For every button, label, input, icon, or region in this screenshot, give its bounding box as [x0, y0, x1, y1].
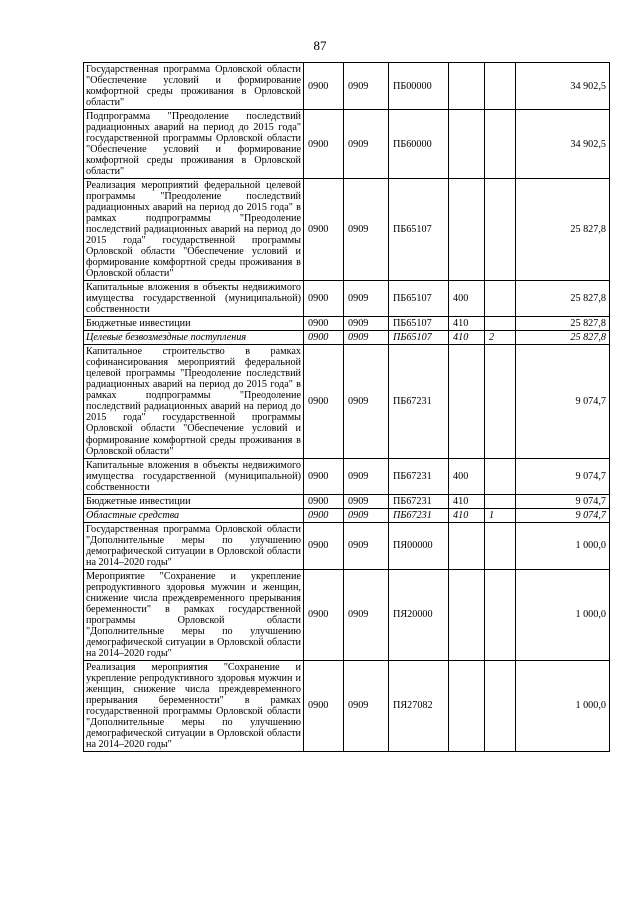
section-code-cell: 0900 — [304, 494, 344, 508]
funding-source-cell — [485, 569, 516, 660]
section-code-cell: 0900 — [304, 179, 344, 281]
row-name-cell: Капитальные вложения в объекты недвижимого имущества государственной (муниципальной) собственности — [84, 458, 304, 494]
table-row — [84, 63, 610, 110]
subsection-code-cell: 0909 — [344, 345, 389, 458]
target-article-cell: ПБ00000 — [389, 63, 449, 110]
amount-cell: 9 074,7 — [516, 345, 610, 458]
target-article-cell: ПЯ27082 — [389, 660, 449, 751]
table-row — [84, 317, 610, 331]
row-name-cell: Капитальное строительство в рамках софинансирования мероприятий федеральной целевой программы "Преодоление последствий радиационных аварий на период до 2015 года" в рамках подпрограммы "Преодоление последствий радиационных аварий на период до 2015 года" государственной программы Орловской области "Обеспечение условий и формирование комфортной среды проживания в Орловской области" — [84, 345, 304, 458]
expense-type-cell: 410 — [449, 331, 485, 345]
row-name-cell: Бюджетные инвестиции — [84, 317, 304, 331]
subsection-code-cell: 0909 — [344, 110, 389, 179]
table-row — [84, 110, 610, 179]
funding-source-cell — [485, 110, 516, 179]
target-article-cell: ПБ65107 — [389, 179, 449, 281]
section-code-cell: 0900 — [304, 331, 344, 345]
expense-type-cell: 400 — [449, 281, 485, 317]
target-article-cell: ПБ67231 — [389, 494, 449, 508]
table-row — [84, 281, 610, 317]
row-name-cell: Государственная программа Орловской области "Обеспечение условий и формирование комфортной среды проживания в Орловской области" — [84, 63, 304, 110]
table-row — [84, 345, 610, 458]
row-name-cell: Целевые безвозмездные поступления — [84, 331, 304, 345]
section-code-cell: 0900 — [304, 281, 344, 317]
subsection-code-cell: 0909 — [344, 281, 389, 317]
row-name-cell: Капитальные вложения в объекты недвижимого имущества государственной (муниципальной) собственности — [84, 281, 304, 317]
funding-source-cell: 2 — [485, 331, 516, 345]
section-code-cell: 0900 — [304, 110, 344, 179]
funding-source-cell — [485, 494, 516, 508]
funding-source-cell — [485, 522, 516, 569]
amount-cell: 25 827,8 — [516, 179, 610, 281]
amount-cell: 25 827,8 — [516, 317, 610, 331]
expense-type-cell — [449, 110, 485, 179]
target-article-cell: ПБ67231 — [389, 458, 449, 494]
amount-cell: 25 827,8 — [516, 331, 610, 345]
subsection-code-cell: 0909 — [344, 458, 389, 494]
amount-cell: 34 902,5 — [516, 63, 610, 110]
expense-type-cell — [449, 63, 485, 110]
target-article-cell: ПБ65107 — [389, 281, 449, 317]
budget-table-body — [84, 63, 610, 752]
section-code-cell: 0900 — [304, 569, 344, 660]
amount-cell: 9 074,7 — [516, 494, 610, 508]
section-code-cell: 0900 — [304, 660, 344, 751]
expense-type-cell: 410 — [449, 317, 485, 331]
page-number: 87 — [313, 38, 327, 53]
expense-type-cell: 400 — [449, 458, 485, 494]
subsection-code-cell: 0909 — [344, 522, 389, 569]
amount-cell: 9 074,7 — [516, 508, 610, 522]
funding-source-cell — [485, 317, 516, 331]
expense-type-cell — [449, 569, 485, 660]
funding-source-cell — [485, 458, 516, 494]
funding-source-cell — [485, 63, 516, 110]
expense-type-cell — [449, 179, 485, 281]
section-code-cell: 0900 — [304, 458, 344, 494]
amount-cell: 1 000,0 — [516, 569, 610, 660]
amount-cell: 25 827,8 — [516, 281, 610, 317]
table-row — [84, 569, 610, 660]
funding-source-cell — [485, 660, 516, 751]
table-row — [84, 660, 610, 751]
table-row — [84, 458, 610, 494]
row-name-cell: Бюджетные инвестиции — [84, 494, 304, 508]
section-code-cell: 0900 — [304, 508, 344, 522]
budget-table — [83, 62, 610, 752]
expense-type-cell — [449, 660, 485, 751]
expense-type-cell — [449, 522, 485, 569]
funding-source-cell — [485, 179, 516, 281]
row-name-cell: Областные средства — [84, 508, 304, 522]
section-code-cell: 0900 — [304, 63, 344, 110]
section-code-cell: 0900 — [304, 345, 344, 458]
subsection-code-cell: 0909 — [344, 63, 389, 110]
expense-type-cell: 410 — [449, 494, 485, 508]
subsection-code-cell: 0909 — [344, 569, 389, 660]
amount-cell: 1 000,0 — [516, 660, 610, 751]
subsection-code-cell: 0909 — [344, 660, 389, 751]
target-article-cell: ПБ65107 — [389, 317, 449, 331]
subsection-code-cell: 0909 — [344, 179, 389, 281]
amount-cell: 9 074,7 — [516, 458, 610, 494]
target-article-cell: ПБ67231 — [389, 508, 449, 522]
funding-source-cell — [485, 345, 516, 458]
subsection-code-cell: 0909 — [344, 508, 389, 522]
target-article-cell: ПБ60000 — [389, 110, 449, 179]
amount-cell: 1 000,0 — [516, 522, 610, 569]
funding-source-cell: 1 — [485, 508, 516, 522]
subsection-code-cell: 0909 — [344, 317, 389, 331]
expense-type-cell — [449, 345, 485, 458]
section-code-cell: 0900 — [304, 317, 344, 331]
row-name-cell: Реализация мероприятий федеральной целевой программы "Преодоление последствий радиационных аварий на период до 2015 года" в рамках подпрограммы "Преодоление последствий радиационных аварий на период до 2015 года" государственной программы Орловской области "Обеспечение условий и формирование комфортной среды проживания в Орловской области" — [84, 179, 304, 281]
table-row — [84, 522, 610, 569]
table-row — [84, 494, 610, 508]
table-row — [84, 331, 610, 345]
row-name-cell: Реализация мероприятия "Сохранение и укрепление репродуктивного здоровья мужчин и женщин, снижение числа преждевременного прерывания беременности" в рамках государственной программы Орловской области "Дополнительные меры по улучшению демографической ситуации в Орловской области на 2014–2020 годы" — [84, 660, 304, 751]
target-article-cell: ПБ67231 — [389, 345, 449, 458]
subsection-code-cell: 0909 — [344, 494, 389, 508]
section-code-cell: 0900 — [304, 522, 344, 569]
expense-type-cell: 410 — [449, 508, 485, 522]
row-name-cell: Государственная программа Орловской области "Дополнительные меры по улучшению демографической ситуации в Орловской области на 2014–2020 годы" — [84, 522, 304, 569]
table-row — [84, 508, 610, 522]
target-article-cell: ПЯ00000 — [389, 522, 449, 569]
row-name-cell: Мероприятие "Сохранение и укрепление репродуктивного здоровья мужчин и женщин, снижение числа преждевременного прерывания беременности" в рамках государственной программы Орловской области "Дополнительные меры по улучшению демографической ситуации в Орловской области на 2014–2020 годы" — [84, 569, 304, 660]
target-article-cell: ПЯ20000 — [389, 569, 449, 660]
funding-source-cell — [485, 281, 516, 317]
table-row — [84, 179, 610, 281]
target-article-cell: ПБ65107 — [389, 331, 449, 345]
row-name-cell: Подпрограмма "Преодоление последствий радиационных аварий на период до 2015 года" государственной программы Орловской области "Обеспечение условий и формирование комфортной среды проживания в Орловской области" — [84, 110, 304, 179]
amount-cell: 34 902,5 — [516, 110, 610, 179]
subsection-code-cell: 0909 — [344, 331, 389, 345]
